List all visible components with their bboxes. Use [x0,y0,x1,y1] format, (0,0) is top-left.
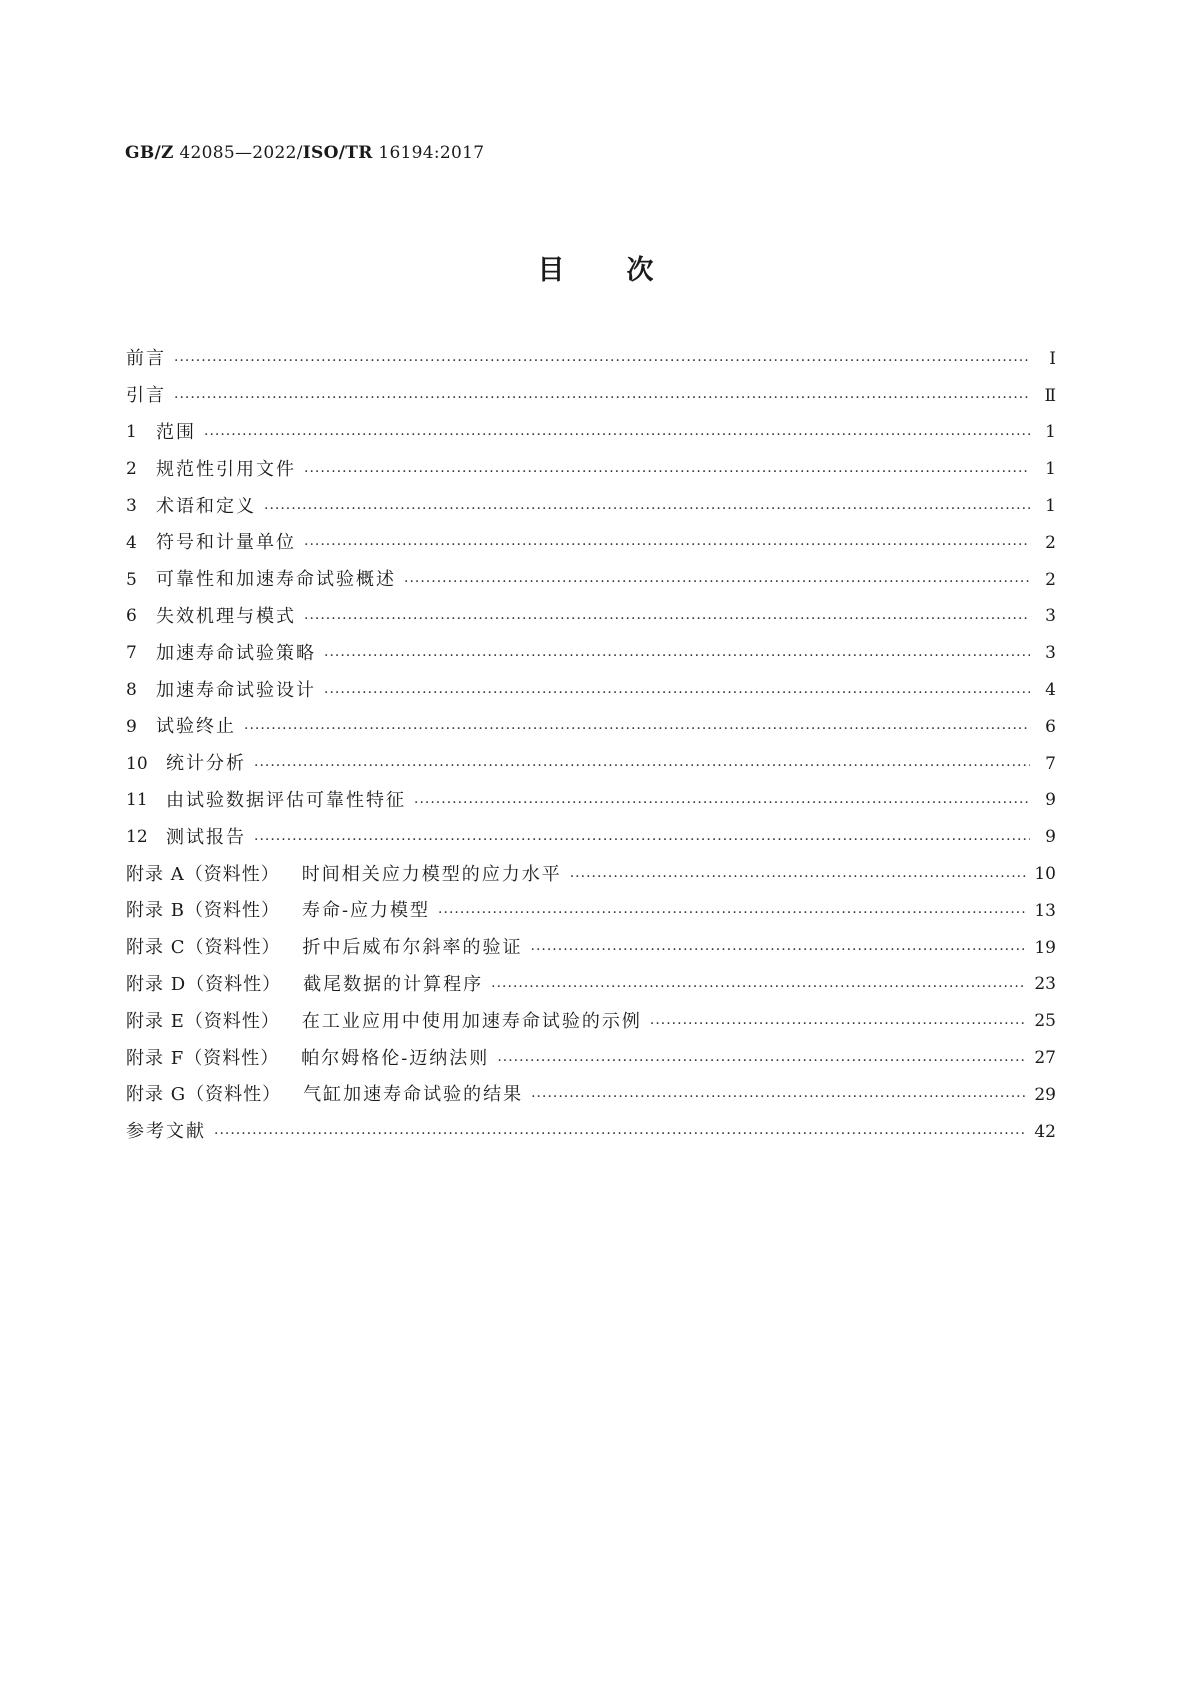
toc-entry[interactable] [126,488,1056,525]
toc-entry[interactable] [126,525,1056,562]
toc-entry-label: 由试验数据评估可靠性特征 [166,789,406,811]
toc-entry-page: 19 [1034,937,1056,958]
toc-entry-label: 范围 [156,421,196,443]
toc-entry-number: 10 [126,753,148,774]
toc-entry-label: 帕尔姆格伦-迈纳法则 [301,1047,490,1069]
toc-leader-dots [304,538,1030,552]
toc-entry[interactable] [126,967,1056,1004]
toc-entry-page: 29 [1034,1084,1056,1105]
document-header [125,143,484,163]
toc-entry-label: 失效机理与模式 [156,605,296,627]
toc-entry[interactable] [126,783,1056,820]
standard-code: 42085—2022/ [173,143,303,163]
toc-entry[interactable] [126,893,1056,930]
toc-entry-number: 11 [126,790,148,811]
toc-entry-label: 加速寿命试验设计 [156,679,316,701]
toc-entry-page: Ⅱ [1044,385,1056,406]
toc-leader-dots [264,502,1030,516]
toc-entry-number: 附录 A（资料性） [126,863,280,885]
toc-entry-number: 附录 B（资料性） [126,900,280,922]
toc-entry-label: 加速寿命试验策略 [156,642,316,664]
table-of-contents [126,341,1056,1151]
toc-entry-page: 25 [1034,1011,1056,1032]
toc-entry-page: 1 [1045,422,1056,443]
toc-entry[interactable] [126,1077,1056,1114]
toc-entry[interactable] [126,672,1056,709]
toc-entry-page: Ⅰ [1049,348,1056,369]
toc-leader-dots [414,796,1030,810]
iso-code: 16194:2017 [372,143,485,163]
toc-entry-number: 附录 C（资料性） [126,937,281,959]
toc-entry[interactable] [126,856,1056,893]
iso-prefix: ISO/TR [302,143,373,163]
toc-entry[interactable] [126,599,1056,636]
toc-leader-dots [254,833,1030,847]
toc-entry-page: 3 [1045,643,1056,664]
toc-entry-label: 统计分析 [166,753,246,775]
toc-entry[interactable] [126,930,1056,967]
toc-entry-label: 截尾数据的计算程序 [303,973,484,995]
toc-entry-number: 附录 E（资料性） [126,1010,280,1032]
toc-entry[interactable] [126,378,1056,415]
toc-leader-dots [174,391,1030,405]
toc-entry-number: 3 [126,496,137,517]
toc-leader-dots [324,686,1030,700]
toc-entry-number: 9 [126,716,137,737]
toc-entry-label: 气缸加速寿命试验的结果 [303,1084,524,1106]
toc-leader-dots [174,354,1030,368]
toc-entry-label: 参考文献 [126,1121,206,1143]
toc-entry[interactable] [126,746,1056,783]
toc-entry-page: 13 [1034,900,1056,921]
toc-entry-page: 1 [1045,459,1056,480]
toc-entry-page: 6 [1045,716,1056,737]
toc-entry-page: 3 [1045,606,1056,627]
toc-entry-page: 10 [1034,864,1056,885]
toc-entry[interactable] [126,451,1056,488]
toc-leader-dots [324,649,1030,663]
toc-leader-dots [531,943,1027,957]
toc-entry-number: 附录 F（资料性） [126,1047,280,1069]
toc-entry[interactable] [126,819,1056,856]
toc-entry-page: 23 [1034,974,1056,995]
toc-entry-number: 5 [126,569,137,590]
toc-entry-label: 前言 [126,348,166,370]
toc-entry-number: 附录 G（资料性） [126,1084,282,1106]
toc-entry-number: 1 [126,422,137,443]
toc-leader-dots [254,759,1030,773]
toc-entry-label: 折中后威布尔斜率的验证 [302,937,523,959]
toc-leader-dots [244,722,1030,736]
toc-leader-dots [204,428,1030,442]
toc-entry-label: 符号和计量单位 [156,532,296,554]
toc-leader-dots [304,465,1030,479]
toc-entry-page: 2 [1045,532,1056,553]
toc-entry[interactable] [126,562,1056,599]
toc-entry-label: 测试报告 [166,826,246,848]
toc-entry-label: 时间相关应力模型的应力水平 [301,863,562,885]
toc-entry[interactable] [126,1003,1056,1040]
toc-entry-label: 寿命-应力模型 [301,900,431,922]
toc-entry-page: 42 [1034,1121,1056,1142]
toc-entry-label: 试验终止 [156,716,236,738]
toc-entry-number: 附录 D（资料性） [126,973,282,995]
toc-entry-number: 7 [126,643,137,664]
toc-entry-label: 引言 [126,385,166,407]
toc-leader-dots [531,1090,1026,1104]
toc-leader-dots [570,870,1027,884]
toc-leader-dots [497,1054,1026,1068]
toc-entry[interactable] [126,415,1056,452]
toc-entry-number: 12 [126,827,148,848]
toc-entry[interactable] [126,709,1056,746]
toc-entry-number: 4 [126,532,137,553]
toc-leader-dots [438,906,1026,920]
toc-leader-dots [304,612,1030,626]
toc-entry-number: 2 [126,459,137,480]
toc-entry-page: 9 [1045,827,1056,848]
toc-entry[interactable] [126,1040,1056,1077]
toc-leader-dots [404,575,1030,589]
toc-entry-page: 1 [1045,496,1056,517]
toc-entry-label: 可靠性和加速寿命试验概述 [156,569,396,591]
toc-entry-number: 8 [126,680,137,701]
toc-entry-page: 4 [1045,680,1056,701]
toc-leader-dots [650,1017,1026,1031]
page-title: 目次 [537,255,716,286]
toc-leader-dots [214,1127,1026,1141]
toc-entry-page: 7 [1045,753,1056,774]
toc-leader-dots [491,980,1026,994]
toc-entry[interactable] [126,635,1056,672]
toc-entry[interactable] [126,1114,1056,1151]
standard-prefix: GB/Z [125,143,174,163]
toc-entry-page: 2 [1045,569,1056,590]
toc-entry-page: 27 [1034,1048,1056,1069]
toc-entry-number: 6 [126,606,137,627]
toc-entry-page: 9 [1045,790,1056,811]
toc-entry[interactable] [126,341,1056,378]
toc-entry-label: 在工业应用中使用加速寿命试验的示例 [301,1010,642,1032]
toc-entry-label: 规范性引用文件 [156,458,296,480]
toc-entry-label: 术语和定义 [156,495,256,517]
